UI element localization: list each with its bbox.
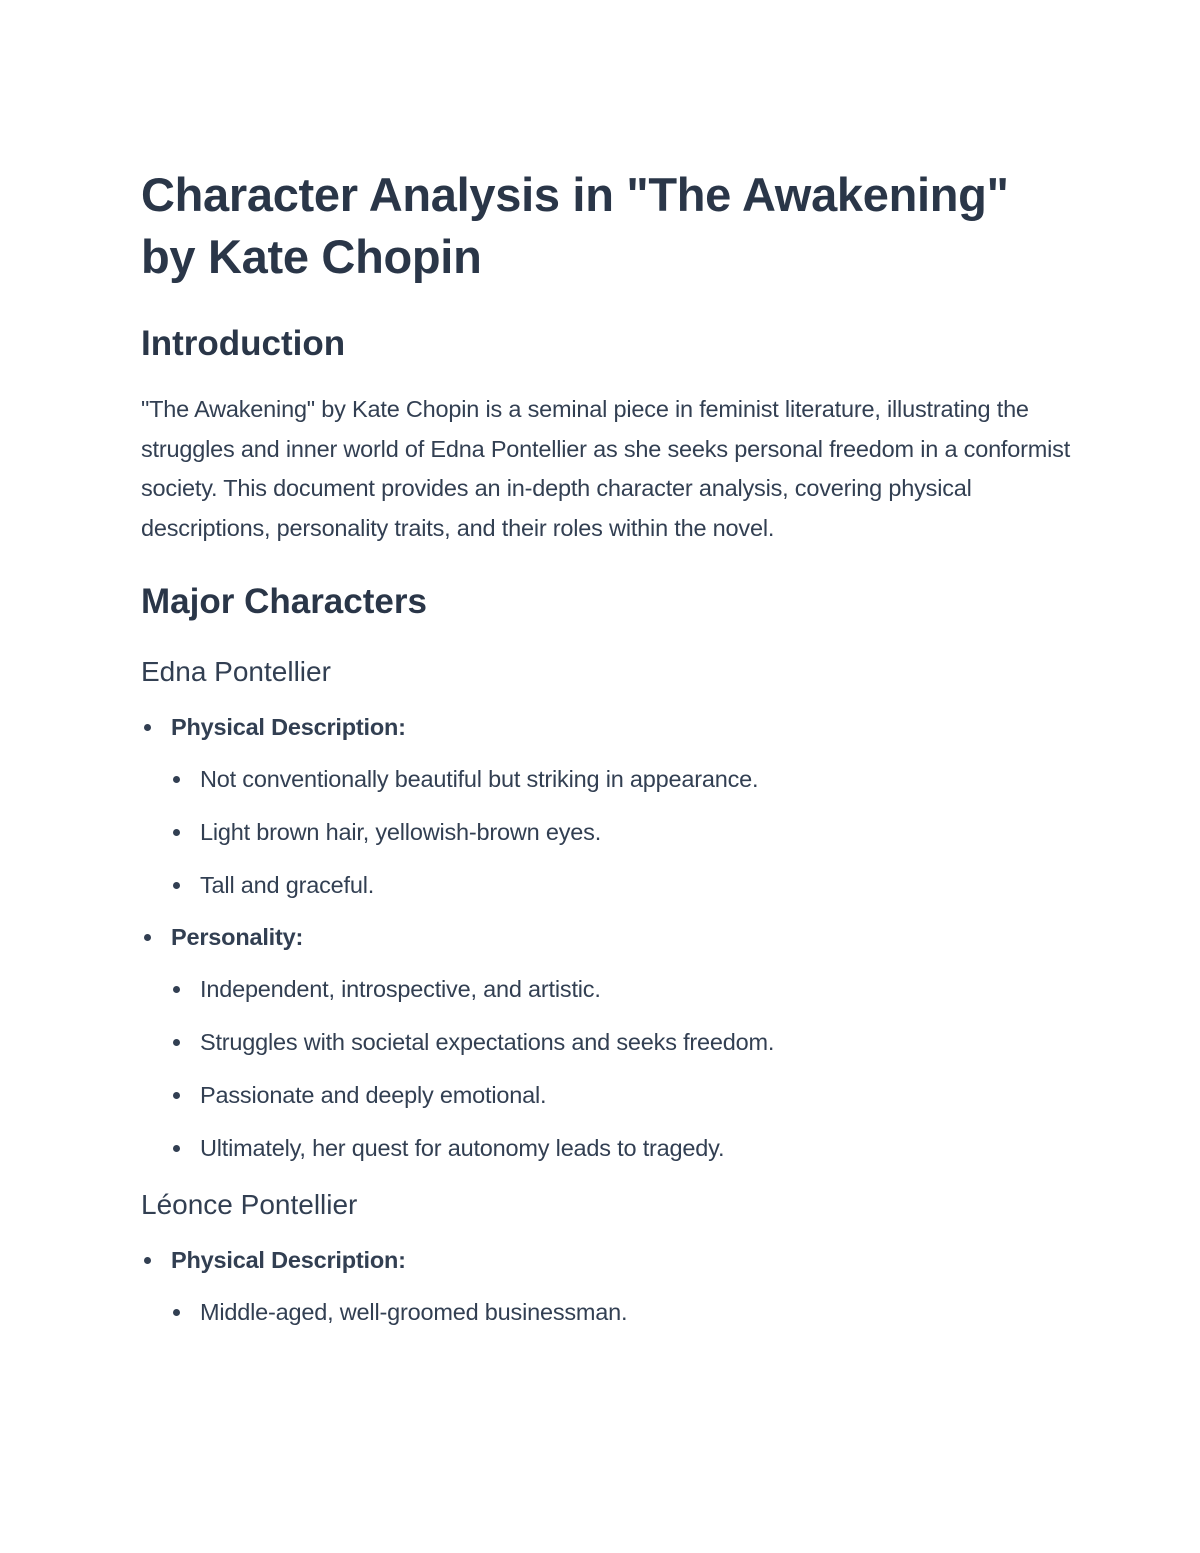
bullet-icon: [173, 1145, 180, 1152]
list-item: [170, 1131, 1071, 1165]
list-item: [170, 972, 1071, 1006]
list-item-text: Tall and graceful.: [200, 872, 375, 898]
bullet-icon: [173, 776, 180, 783]
bullet-icon: [173, 882, 180, 889]
bullet-icon: [173, 1039, 180, 1046]
introduction-paragraph: "The Awakening" by Kate Chopin is a seminal piece in feminist literature, illustrating the struggles and inner world of Edna Pontellier as she seeks personal freedom in a conformist society. This document provides an in-depth character analysis, covering physical descriptions, personality traits, and their roles within the novel.: [141, 396, 1071, 541]
leonce-attribute-list: [141, 1243, 1071, 1329]
attribute-item: [141, 710, 1071, 902]
detail-list: [141, 1295, 1071, 1329]
document-title: [141, 164, 1071, 288]
list-item-text: Middle-aged, well-groomed businessman.: [200, 1299, 628, 1325]
title-line-1: Character Analysis in "The Awakening": [141, 168, 1009, 221]
attribute-row: [141, 920, 1071, 954]
attribute-label: Personality:: [171, 924, 304, 950]
bullet-icon: [173, 1309, 180, 1316]
attribute-row: [141, 710, 1071, 744]
major-characters-heading: Major Characters: [141, 582, 427, 621]
list-item: [170, 815, 1071, 849]
list-item: [170, 1025, 1071, 1059]
attribute-label: Physical Description:: [171, 1247, 406, 1273]
title-line-2: by Kate Chopin: [141, 230, 482, 283]
list-item-text: Not conventionally beautiful but striking in appearance.: [200, 766, 759, 792]
list-item-text: Independent, introspective, and artistic.: [200, 976, 601, 1002]
list-item-text: Struggles with societal expectations and seeks freedom.: [200, 1029, 775, 1055]
bullet-icon: [144, 724, 151, 731]
list-item: [170, 1295, 1071, 1329]
list-item-text: Passionate and deeply emotional.: [200, 1082, 547, 1108]
attribute-item: [141, 920, 1071, 1165]
bullet-icon: [173, 829, 180, 836]
list-item: [170, 868, 1071, 902]
bullet-icon: [173, 1092, 180, 1099]
list-item: [170, 762, 1071, 796]
attribute-label: Physical Description:: [171, 714, 406, 740]
character-name-edna: Edna Pontellier: [141, 656, 331, 687]
bullet-icon: [144, 934, 151, 941]
document-page: [141, 164, 1071, 1329]
edna-attribute-list: [141, 710, 1071, 1165]
bullet-icon: [144, 1257, 151, 1264]
attribute-row: [141, 1243, 1071, 1277]
list-item-text: Ultimately, her quest for autonomy leads to tragedy.: [200, 1135, 725, 1161]
list-item-text: Light brown hair, yellowish-brown eyes.: [200, 819, 602, 845]
attribute-item: [141, 1243, 1071, 1329]
character-name-leonce: Léonce Pontellier: [141, 1189, 358, 1220]
bullet-icon: [173, 986, 180, 993]
detail-list: [141, 972, 1071, 1165]
introduction-heading: Introduction: [141, 324, 346, 363]
detail-list: [141, 762, 1071, 902]
list-item: [170, 1078, 1071, 1112]
